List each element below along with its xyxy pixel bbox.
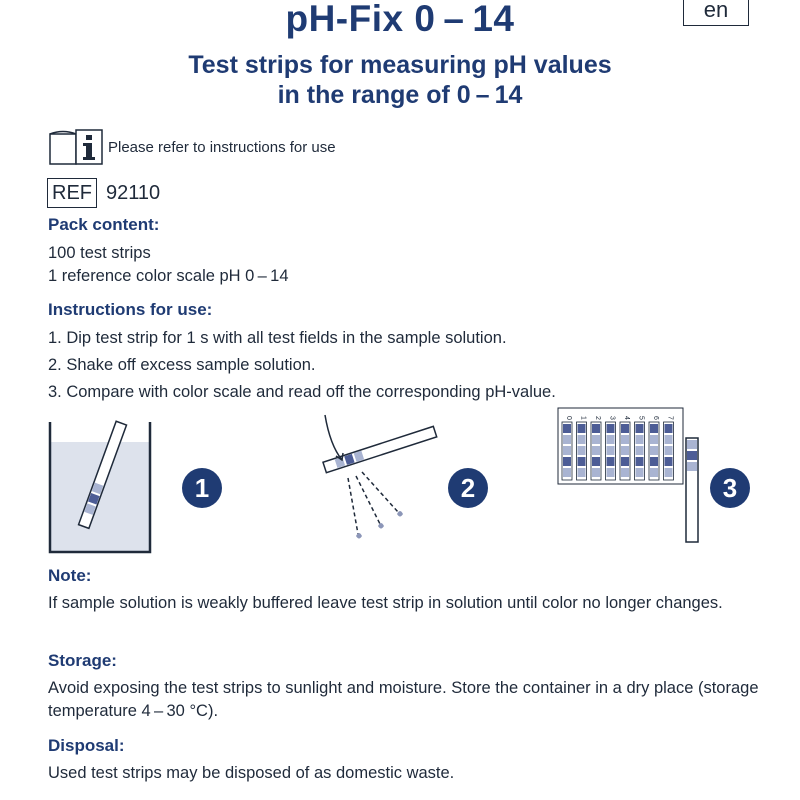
subtitle-line-2: in the range of 0 – 14 (277, 81, 523, 109)
scale-field (592, 468, 600, 477)
instruction-step: 3. Compare with color scale and read off the corresponding pH-value. (48, 383, 556, 401)
scale-field (578, 435, 586, 444)
scale-field (607, 435, 615, 444)
step-number-1 (182, 468, 222, 508)
scale-label: 7 (666, 416, 674, 420)
scale-field (665, 446, 673, 455)
subtitle-line-1: Test strips for measuring pH values (188, 51, 612, 79)
scale-field (578, 424, 586, 433)
scale-label: 6 (652, 416, 659, 420)
scale-field (563, 457, 571, 466)
svg-text:1: 1 (194, 473, 210, 503)
scale-field (650, 457, 658, 466)
scale-field (578, 468, 586, 477)
scale-column (591, 416, 601, 480)
scale-field (636, 424, 644, 433)
scale-field (592, 424, 600, 433)
note-text: If sample solution is weakly buffered leave test strip in solution until color no longer changes. (48, 594, 723, 612)
scale-field (607, 468, 615, 477)
instruction-step: 2. Shake off excess sample solution. (48, 356, 316, 374)
ref-label: REF (47, 178, 97, 208)
disposal-heading: Disposal: (48, 736, 125, 755)
scale-column (606, 416, 616, 480)
scale-label: 5 (637, 416, 645, 420)
scale-field (650, 446, 658, 455)
disposal-text: Used test strips may be disposed of as domestic waste. (48, 764, 455, 782)
scale-field (607, 446, 615, 455)
scale-field (665, 435, 673, 444)
svg-text:3: 3 (722, 473, 738, 503)
scale-field (592, 446, 600, 455)
step-number-3 (710, 468, 750, 508)
scale-field (636, 457, 644, 466)
scale-field (665, 468, 673, 477)
instructions-heading: Instructions for use: (48, 300, 213, 319)
book-info-icon (48, 128, 106, 168)
step-number-2 (448, 468, 488, 508)
scale-column (635, 416, 645, 480)
scale-field (563, 424, 571, 433)
scale-field (650, 424, 658, 433)
scale-column (664, 416, 674, 480)
scale-field (650, 435, 658, 444)
scale-label: 2 (594, 416, 601, 420)
scale-field (621, 435, 629, 444)
language-badge: en (683, 0, 749, 26)
scale-field (636, 446, 644, 455)
pack-item: 100 test strips (48, 244, 151, 262)
scale-field (650, 468, 658, 477)
ifu-text: Please refer to instructions for use (108, 139, 336, 156)
pack-content-heading: Pack content: (48, 215, 160, 234)
scale-column (562, 416, 572, 480)
scale-field (592, 435, 600, 444)
beaker-illustration (50, 421, 150, 552)
scale-label: 4 (623, 416, 630, 420)
scale-label: 3 (608, 416, 616, 420)
scale-field (636, 468, 644, 477)
shake-illustration (323, 415, 437, 539)
instruction-step: 1. Dip test strip for 1 s with all test fields in the sample solution. (48, 329, 507, 347)
scale-field (636, 435, 644, 444)
scale-field (607, 457, 615, 466)
storage-text: Avoid exposing the test strips to sunlight and moisture. Store the container in a dry place (storage temperature 4 – 30 °C). (48, 679, 759, 720)
scale-field (578, 446, 586, 455)
scale-column (577, 416, 587, 480)
scale-column (649, 416, 659, 480)
scale-field (578, 457, 586, 466)
scale-field (607, 424, 615, 433)
scale-field (621, 468, 629, 477)
scale-field (665, 424, 673, 433)
storage-heading: Storage: (48, 651, 117, 670)
color-scale-illustration (558, 408, 698, 542)
scale-field (621, 446, 629, 455)
scale-field (621, 424, 629, 433)
scale-field (563, 468, 571, 477)
ref-number: 92110 (106, 182, 161, 204)
scale-label: 1 (579, 416, 587, 420)
scale-field (665, 457, 673, 466)
procedure-illustration (0, 400, 800, 560)
scale-field (592, 457, 600, 466)
pack-item: 1 reference color scale pH 0 – 14 (48, 267, 289, 285)
scale-field (563, 435, 571, 444)
svg-text:2: 2 (460, 473, 476, 503)
scale-column (620, 416, 630, 480)
scale-field (563, 446, 571, 455)
scale-field (621, 457, 629, 466)
page-title: pH-Fix 0 – 14 (285, 0, 515, 39)
scale-label: 0 (565, 416, 572, 420)
note-heading: Note: (48, 566, 92, 585)
